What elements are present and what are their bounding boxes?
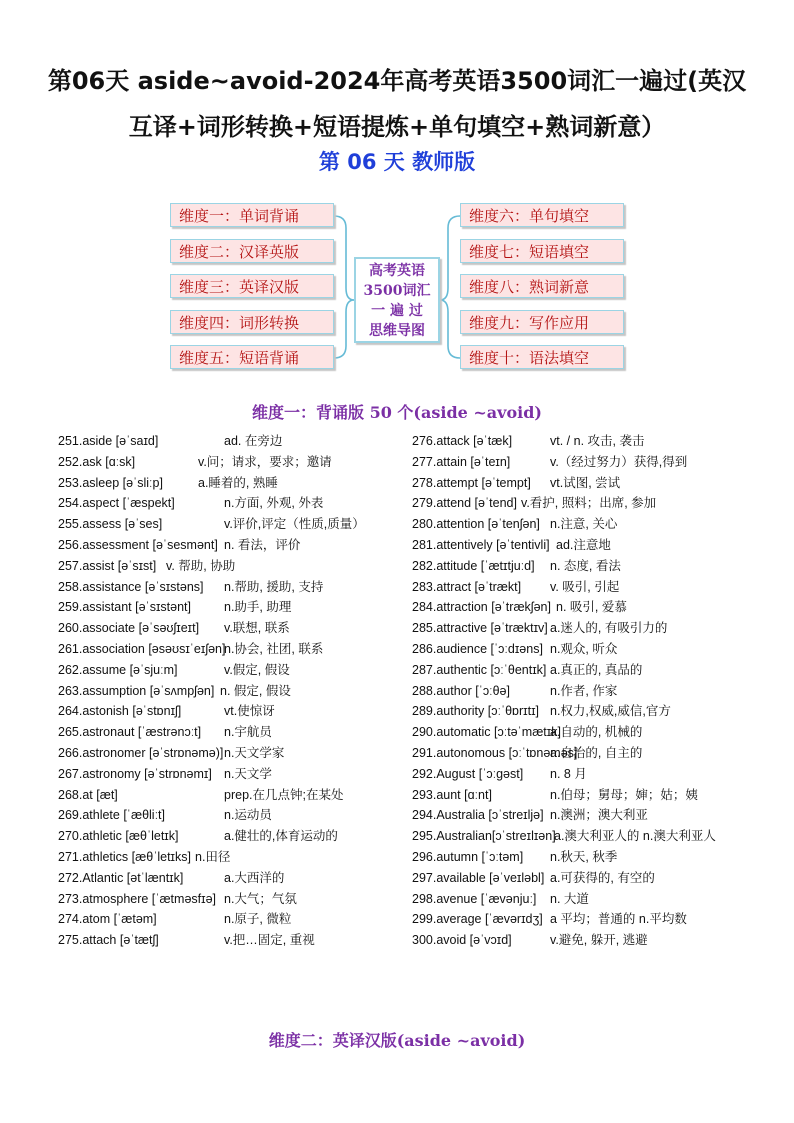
vocab-row [58,889,403,910]
vocab-column-right [412,431,752,951]
vocab-row [412,639,752,660]
vocab-meaning: n.方面, 外观, 外表 [224,496,324,511]
vocab-meaning: n.澳洲；澳大利亚 [550,808,648,823]
vocab-meaning: a.睡着的, 熟睡 [198,475,278,490]
vocab-meaning: n.观众, 听众 [550,641,618,656]
vocab-row [58,805,403,826]
vocab-word: 261.association [əsəʊsɪˈeɪʃən] [58,641,226,656]
vocab-word: 259.assistant [əˈsɪstənt] [58,600,191,615]
vocab-meaning: a.可获得的, 有空的 [550,870,655,885]
vocab-row [412,743,752,764]
vocab-meaning: n.助手, 助理 [224,600,292,615]
vocab-meaning: a.真正的, 真品的 [550,662,643,677]
vocab-meaning: n.天文学家 [224,745,285,760]
vocab-row [58,722,403,743]
vocab-word: 286.audience [ˈɔːdɪəns] [412,641,543,656]
vocab-row [58,681,403,702]
vocab-word: 290.automatic [ɔːtəˈmætɪk] [412,725,561,740]
vocab-meaning: n.帮助, 援助, 支持 [224,579,324,594]
vocab-row [58,556,403,577]
vocab-row [58,639,403,660]
vocab-row [58,868,403,889]
vocab-meaning: n.协会, 社团, 联系 [224,641,324,656]
mindmap-center-line: 高考英语 [369,263,425,279]
vocab-meaning: n.注意, 关心 [550,517,618,532]
vocab-row [412,930,752,951]
mindmap-node-dimension-5: 维度五：短语背诵 [170,345,334,369]
vocab-word: 294.Australia [ɔˈstreɪljə] [412,808,544,823]
vocab-row [58,847,403,868]
vocab-row [412,514,752,535]
vocab-word: 282.attitude [ˈætɪtjuːd] [412,558,535,573]
vocab-row [58,764,403,785]
vocab-meaning: n. 大道 [550,891,589,906]
vocab-word: 257.assist [əˈsɪst] [58,558,157,573]
vocab-word: 266.astronomer [əˈstrɒnəmə)] [58,745,224,760]
vocab-meaning: a.澳大利亚人的 n.澳大利亚人 [554,829,716,844]
vocab-row [58,452,403,473]
vocab-row [58,618,403,639]
vocab-meaning: n.田径 [195,849,231,864]
vocab-row [58,577,403,598]
vocab-row [412,764,752,785]
vocab-word: 295.Australian[ɔˈstreɪlɪən] [412,829,556,844]
vocab-meaning: n.宇航员 [224,725,272,740]
vocab-meaning: n.伯母；舅母；婶；姑；姨 [550,787,698,802]
mindmap-node-dimension-7: 维度七：短语填空 [460,239,624,263]
document-title: 第06天 aside~avoid-2024年高考英语3500词汇一遍过(英汉互译+词形转换+短语提炼+单句填空+熟词新意） [47,67,747,141]
vocab-row [58,701,403,722]
vocab-row [412,701,752,722]
vocab-row [412,556,752,577]
vocab-word: 289.authority [ɔːˈθɒrɪtɪ] [412,704,540,719]
vocab-word: 278.attempt [əˈtempt] [412,475,531,490]
vocab-word: 275.attach [əˈtætʃ] [58,933,159,948]
mindmap-node-dimension-8: 维度八：熟词新意 [460,274,624,298]
mindmap-center-line: 3500词汇 [363,283,431,299]
vocab-row [412,597,752,618]
vocab-word: 280.attention [əˈtenʃən] [412,517,540,532]
vocab-row [412,660,752,681]
vocab-meaning: a 平均；普通的 n.平均数 [550,912,687,927]
vocab-meaning: n.作者, 作家 [550,683,618,698]
mindmap-center-line: 一 遍 过 [371,303,423,319]
vocab-word: 253.asleep [əˈsliːp] [58,475,163,490]
vocab-meaning: v.看护, 照料；出席, 参加 [521,496,657,511]
vocab-column-left [58,431,403,951]
vocab-row [412,805,752,826]
vocab-word: 252.ask [ɑːsk] [58,454,136,469]
vocab-meaning: a.迷人的, 有吸引力的 [550,621,668,636]
vocab-row [58,743,403,764]
vocab-word: 287.authentic [ɔːˈθentɪk] [412,662,547,677]
vocab-word: 254.aspect [ˈæspekt] [58,496,175,511]
vocab-word: 300.avoid [əˈvɔɪd] [412,933,512,948]
vocab-row [412,452,752,473]
vocab-row [412,889,752,910]
document-subtitle: 第 06 天 教师版 [318,150,476,174]
vocab-meaning: v.把…固定, 重视 [224,933,315,948]
vocab-row [58,930,403,951]
vocab-word: 265.astronaut [ˈæstrənɔːt] [58,725,202,740]
vocab-word: 288.author [ˈɔːθə] [412,683,510,698]
section-heading-recitation: 维度一：背诵版 50 个(aside ~avoid) [252,403,542,422]
vocab-word: 285.attractive [əˈtræktɪv] [412,621,548,636]
vocab-meaning: n.天文学 [224,766,272,781]
vocab-word: 267.astronomy [əˈstrɒnəmɪ] [58,766,212,781]
vocab-word: 297.available [əˈveɪləbl] [412,870,545,885]
mindmap-center-node [354,257,440,343]
vocab-meaning: n. 看法，评价 [224,537,301,552]
vocab-meaning: n.秋天, 秋季 [550,849,618,864]
vocab-word: 263.assumption [əˈsʌmpʃən] [58,683,215,698]
vocab-word: 272.Atlantic [ətˈlæntɪk] [58,870,184,885]
vocab-row [58,909,403,930]
vocab-word: 258.assistance [əˈsɪstəns] [58,579,204,594]
vocab-meaning: v.联想, 联系 [224,621,290,636]
mindmap-node-dimension-2: 维度二：汉译英版 [170,239,334,263]
vocab-row [58,431,403,452]
vocab-row [412,535,752,556]
vocab-word: 273.atmosphere [ˈætməsfɪə] [58,891,216,906]
vocab-word: 291.autonomous [ɔːˈtɒnəməs] [412,745,578,760]
vocab-word: 293.aunt [ɑːnt] [412,787,492,802]
vocab-meaning: vt. / n. 攻击, 袭击 [550,434,645,448]
vocab-meaning: ad.注意地 [556,537,611,552]
vocab-row [412,431,752,452]
vocab-word: 276.attack [əˈtæk] [412,434,513,448]
vocab-row [412,493,752,514]
vocab-row [412,847,752,868]
mindmap-node-dimension-6: 维度六：单句填空 [460,203,624,227]
vocab-meaning: a.自动的, 机械的 [550,725,643,740]
vocab-word: 279.attend [əˈtend] [412,496,517,511]
vocab-meaning: v. 帮助, 协助 [166,558,236,573]
vocab-word: 256.assessment [əˈsesmənt] [58,537,218,552]
vocab-word: 270.athletic [æθˈletɪk] [58,829,179,844]
mindmap-node-dimension-1: 维度一：单词背诵 [170,203,334,227]
vocab-row [412,909,752,930]
vocab-meaning: n.大气；气氛 [224,891,297,906]
vocab-meaning: n. 8 月 [550,766,587,781]
vocab-meaning: ad. 在旁边 [224,434,283,448]
vocab-word: 296.autumn [ˈɔːtəm] [412,849,524,864]
vocab-row [58,514,403,535]
vocab-row [412,868,752,889]
mindmap-node-dimension-10: 维度十：语法填空 [460,345,624,369]
vocab-word: 277.attain [əˈteɪn] [412,454,511,469]
vocab-row [412,785,752,806]
vocab-row [412,473,752,494]
vocab-word: 260.associate [əˈsəʊʃɪeɪt] [58,621,200,636]
vocab-row [412,826,752,847]
vocab-word: 299.average [ˈævərɪdʒ] [412,912,543,927]
vocab-meaning: vt.试图, 尝试 [550,475,621,490]
vocab-meaning: n.运动员 [224,808,272,823]
vocab-word: 268.at [æt] [58,787,118,802]
vocab-word: 255.assess [əˈses] [58,517,163,532]
mindmap-node-dimension-3: 维度三：英译汉版 [170,274,334,298]
vocab-row [412,577,752,598]
vocab-word: 262.assume [əˈsjuːm] [58,662,178,677]
vocab-row [412,618,752,639]
vocab-meaning: vt.使惊讶 [224,704,275,719]
vocab-row [58,597,403,618]
vocab-row [58,493,403,514]
vocab-row [58,660,403,681]
vocab-meaning: v.评价,评定（性质,质量） [224,517,365,532]
vocab-meaning: v.假定, 假设 [224,662,290,677]
vocab-row [412,681,752,702]
vocab-row [58,535,403,556]
vocab-meaning: n. 吸引, 爱慕 [556,600,627,615]
vocab-word: 269.athlete [ˈæθliːt] [58,808,166,823]
vocab-word: 283.attract [əˈtrækt] [412,579,522,594]
vocab-word: 274.atom [ˈætəm] [58,912,157,927]
mindmap-center-line: 思维导图 [369,323,425,339]
vocab-meaning: v.（经过努力）获得,得到 [550,454,688,469]
vocab-meaning: v.问；请求，要求；邀请 [198,454,332,469]
vocab-meaning: n. 假定, 假设 [220,683,291,698]
vocab-word: 251.aside [əˈsaɪd] [58,434,159,448]
vocab-word: 271.athletics [æθˈletɪks] [58,849,191,864]
vocab-row [58,785,403,806]
vocab-meaning: n.权力,权威,威信,官方 [550,704,671,719]
vocab-meaning: a.自治的, 自主的 [550,745,643,760]
vocab-meaning: a.大西洋的 [224,870,285,885]
vocab-meaning: a.健壮的,体育运动的 [224,829,338,844]
vocab-word: 264.astonish [əˈstɒnɪʃ] [58,704,182,719]
vocab-word: 292.August [ˈɔːɡəst] [412,766,524,781]
vocab-row [412,722,752,743]
vocab-row [58,473,403,494]
vocab-meaning: n.原子, 微粒 [224,912,292,927]
section-heading-en-to-zh: 维度二：英译汉版(aside ~avoid) [268,1031,526,1050]
mindmap-node-dimension-9: 维度九：写作应用 [460,310,624,334]
vocab-row [58,826,403,847]
vocab-meaning: prep.在几点钟;在某处 [224,787,344,802]
vocab-word: 281.attentively [əˈtentivli] [412,537,550,552]
mindmap-node-dimension-4: 维度四：词形转换 [170,310,334,334]
vocab-word: 298.avenue [ˈævənjuː] [412,891,537,906]
vocab-meaning: n. 态度, 看法 [550,558,621,573]
vocab-meaning: v.避免, 躲开, 逃避 [550,933,648,948]
vocab-word: 284.attraction [əˈtrækʃən] [412,600,551,615]
vocab-meaning: v. 吸引, 引起 [550,579,620,594]
